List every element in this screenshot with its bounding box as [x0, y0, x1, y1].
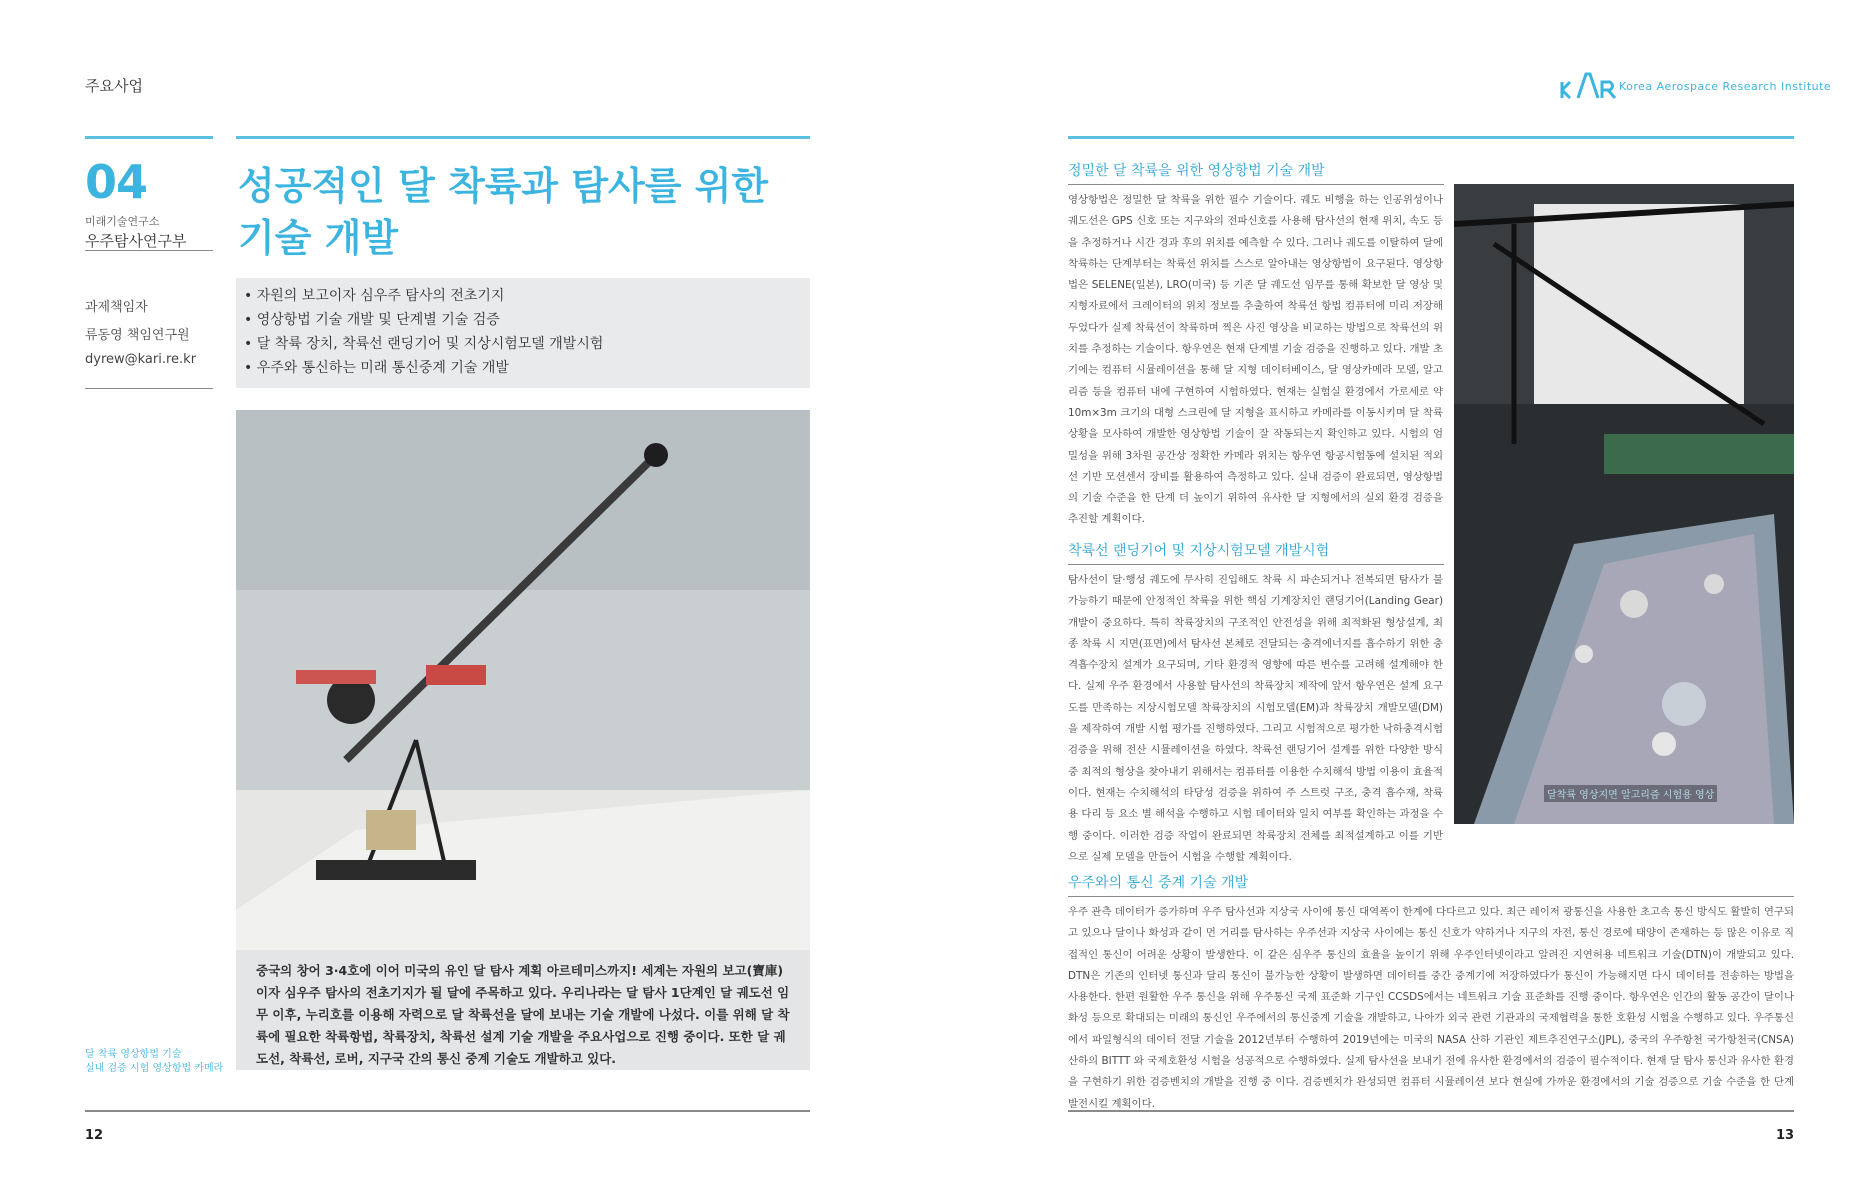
bullet-item: • 자원의 보고이자 심우주 탐사의 전초기지: [244, 284, 810, 308]
right-bottom-rule: [1068, 1110, 1794, 1112]
sec2-rule: [1068, 564, 1444, 565]
bullet-item: • 영상항법 기술 개발 및 단계별 기술 검증: [244, 308, 810, 332]
person-name: 류동영 책임연구원: [85, 328, 190, 343]
section-heading-3: 우주와의 통신 중계 기술 개발: [1068, 875, 1249, 891]
bullet-item: • 달 착륙 장치, 착륙선 랜딩기어 및 지상시험모델 개발시험: [244, 332, 810, 356]
page-number-right: 13: [1776, 1128, 1795, 1143]
section-body-3: [1068, 902, 1794, 1115]
summary-bullets: [236, 278, 810, 388]
dept-institute: 미래기술연구소: [85, 215, 160, 228]
section-body-1: [1068, 190, 1443, 531]
section-number: 04: [85, 155, 148, 209]
lunar-screen-illustration: [1454, 184, 1794, 824]
section-heading-1: 정밀한 달 착륙을 위한 영상항법 기술 개발: [1068, 163, 1325, 179]
section-body-2: [1068, 570, 1443, 868]
section-label: 주요사업: [85, 77, 143, 95]
lunar-screen-photo: [1454, 184, 1794, 824]
section-body-2-text: 탐사선이 달·행성 궤도에 무사히 진입해도 착륙 시 파손되거나 전복되면 탐사가 불가능하기 때문에 안정적인 착륙을 위한 핵심 기계장치인 랜딩기어(Landing Gear) 개발이 중요하다. 특히 착륙장치의 구조적인 안전성을 위해 최적화된 형상설계, 최종 착륙 시 지면(표면)에서 탐사선 본체로 전달되는 충격에너지를 흡수하기 위한 충격흡수장치 설계가 요구되며, 기타 환경적 영향에 따른 변수를 고려해 설계해야 한다. 실제 우주 환경에서 사용할 탐사선의 착륙장치 제작에 앞서 항우연은 설계 요구도를 만족하는 지상시험모델 착륙장치의 시험모델(EM)과 착륙장치 개발모델(DM)을 제작하여 개발 시험 평가를 진행하였다. 그리고 시험적으로 평가한 낙하충격시험 검증을 위해 전산 시뮬레이션을 하였다. 착륙선 랜딩기어 설계를 위한 다양한 방식 중 최적의 형상을 찾아내기 위해서는 컴퓨터를 이용한 수치해석 방법 이용이 효율적이다. 현재는 수치해석의 타당성 검증을 위하여 주 스트럿 구조, 충격 흡수재, 착륙용 다리 등 요소 별 해석을 수행하고 시험 데이터와 일치 여부를 확인하는 과정을 수행 중이다. 이러한 검증 작업이 완료되면 착륙장치 전체를 최적설계하고 이를 기반으로 실제 모델을 만들어 시험을 수행할 계획이다.: [1068, 574, 1443, 863]
sec1-rule: [1068, 184, 1444, 185]
side-caption: [85, 1048, 223, 1076]
photo-caption-text: 중국의 창어 3·4호에 이어 미국의 유인 달 탐사 계획 아르테미스까지! 세계는 자원의 보고(寶庫)이자 심우주 탐사의 전초기지가 될 달에 주목하고 있다. 우리나라는 달 탐사 1단계인 달 궤도선 임무 이후, 누리호를 이용해 자력으로 달 착륙선을 달에 보내는 기술 개발에 나섰다. 이를 위해 달 착륙에 필요한 착륙항법, 착륙장치, 착륙선 설계 기술 개발을 주요사업으로 진행 중이다. 또한 달 궤도선, 착륙선, 로버, 지구국 간의 통신 중계 기술도 개발하고 있다.: [256, 963, 790, 1066]
left-top-rule: [85, 136, 213, 139]
bullet-item: • 우주와 통신하는 미래 통신중계 기술 개발: [244, 356, 810, 380]
email[interactable]: dyrew@kari.re.kr: [85, 352, 197, 367]
section-heading-2: 착륙선 랜딩기어 및 지상시험모델 개발시험: [1068, 543, 1330, 559]
title-line-1: 성공적인 달 착륙과 탐사를 위한: [238, 164, 769, 208]
sec3-rule: [1068, 896, 1794, 897]
role-label: 과제책임자: [85, 300, 148, 315]
lab-photo: [236, 410, 810, 1070]
left-bottom-rule: [85, 1110, 810, 1112]
title-top-rule: [236, 136, 810, 139]
lunar-photo-caption: 달착륙 영상지면 알고리즘 시험용 영상: [1544, 785, 1717, 802]
right-top-rule: [1068, 136, 1794, 139]
photo-caption-box: [236, 950, 810, 1070]
section-body-3-text: 우주 관측 데이터가 증가하며 우주 탐사선과 지상국 사이에 통신 대역폭이 한계에 다다르고 있다. 최근 레이저 광통신을 사용한 초고속 통신 방식도 활발히 연구되고 있으나 달이나 화성과 같이 먼 거리를 탐사하는 우주선과 지상국 사이에는 통신 신호가 약하거나 지구의 자전, 통신 경로에 태양이 존재하는 등 많은 이유로 직접적인 통신이 어려운 상황이 발생한다. 이 같은 심우주 통신의 효율을 높이기 위해 우주인터넷이라고 알려진 지연허용 네트워크 기술(DTN)이 개발되고 있다. DTN은 기존의 인터넷 통신과 달리 통신이 불가능한 상황이 발생하면 데이터를 중간 중계기에 저장하였다가 통신이 가능해지면 다시 데이터를 전송하는 방법을 사용한다. 한편 원활한 우주 통신을 위해 우주통신 국제 표준화 기구인 CCSDS에서는 네트워크 기술 표준화를 진행 중이다. 항우연은 인간의 활동 공간이 달이나 화성 등으로 확대되는 미래의 통신인 우주에서의 통신중계 기술을 개발하고, 나아가 외국 관련 기관과의 국제협력을 통한 호환성 시험을 수행하고 있다. 우주통신에서 파일형식의 데이터 전달 기술을 2012년부터 수행하여 2019년에는 미국의 NASA 산하 기관인 제트추진연구소(JPL), 중국의 우주항천 국가항천국(CNSA) 산하의 BITTT 와 국제호환성 시험을 성공적으로 수행하였다. 실제 탐사선을 보내기 전에 유사한 환경에서의 검증이 필수적이다. 현재 달 탐사 통신과 유사한 환경을 구현하기 위한 검증벤치의 개발을 진행 중 이다. 검증벤치가 완성되면 컴퓨터 시뮬레이션 보다 현실에 가까운 환경에서의 기술 검증으로 기술 수준을 한 단계 발전시킬 계획이다.: [1068, 906, 1794, 1110]
dept-name: 우주탐사연구부: [85, 232, 187, 250]
contact-rule: [85, 388, 213, 389]
title-line-2: 기술 개발: [238, 216, 399, 260]
kari-logo-icon: [1560, 70, 1618, 102]
page-number-left: 12: [85, 1128, 104, 1143]
side-caption-line-1: 달 착륙 영상항법 기술: [85, 1049, 182, 1060]
institute-name: Korea Aerospace Research Institute: [1619, 80, 1832, 93]
section-body-1-text: 영상항법은 정밀한 달 착륙을 위한 필수 기술이다. 궤도 비행을 하는 인공위성이나 궤도선은 GPS 신호 또는 지구와의 전파신호를 사용해 탐사선의 현재 위치, 속도 등을 추정하거나 시간 경과 후의 위치를 예측할 수 있다. 그러나 궤도를 이탈하여 달에 착륙하는 단계부터는 착륙선 위치를 스스로 알아내는 영상항법이 요구된다. 영상항법은 SELENE(일본), LRO(미국) 등 기존 달 궤도선 임무를 통해 확보한 달 영상 및 지형자료에서 크레이터의 위치 정보를 추출하여 착륙선 항법 컴퓨터에 미리 저장해 두었다가 실제 착륙선이 착륙하며 찍은 사진 영상을 비교하는 방법으로 착륙선의 위치를 추정하는 기술이다. 항우연은 현재 단계별 기술 검증을 진행하고 있다. 개발 초기에는 컴퓨터 시뮬레이션을 통해 달 지형 데이터베이스, 달 영상카메라 모델, 알고리즘 등을 컴퓨터 내에 구현하여 시험하였다. 현재는 실험실 환경에서 가로세로 약 10m×3m 크기의 대형 스크린에 달 지형을 표시하고 카메라를 이동시키며 달 착륙 상황을 모사하여 개발한 영상항법 기술이 잘 작동되는지 확인하고 있다. 시험의 엄밀성을 위해 3차원 공간상 정확한 카메라 위치는 항우연 항공시험동에 설치된 적외선 기반 모션센서 장비를 활용하여 측정하고 있다. 실내 검증이 완료되면, 영상항법의 기술 수준을 한 단계 더 높이기 위하여 유사한 달 지형에서의 실외 환경 검증을 추진할 계획이다.: [1068, 194, 1443, 526]
side-caption-line-2: 실내 검증 시험 영상항법 카메라: [85, 1063, 224, 1074]
page-title: [238, 160, 798, 264]
